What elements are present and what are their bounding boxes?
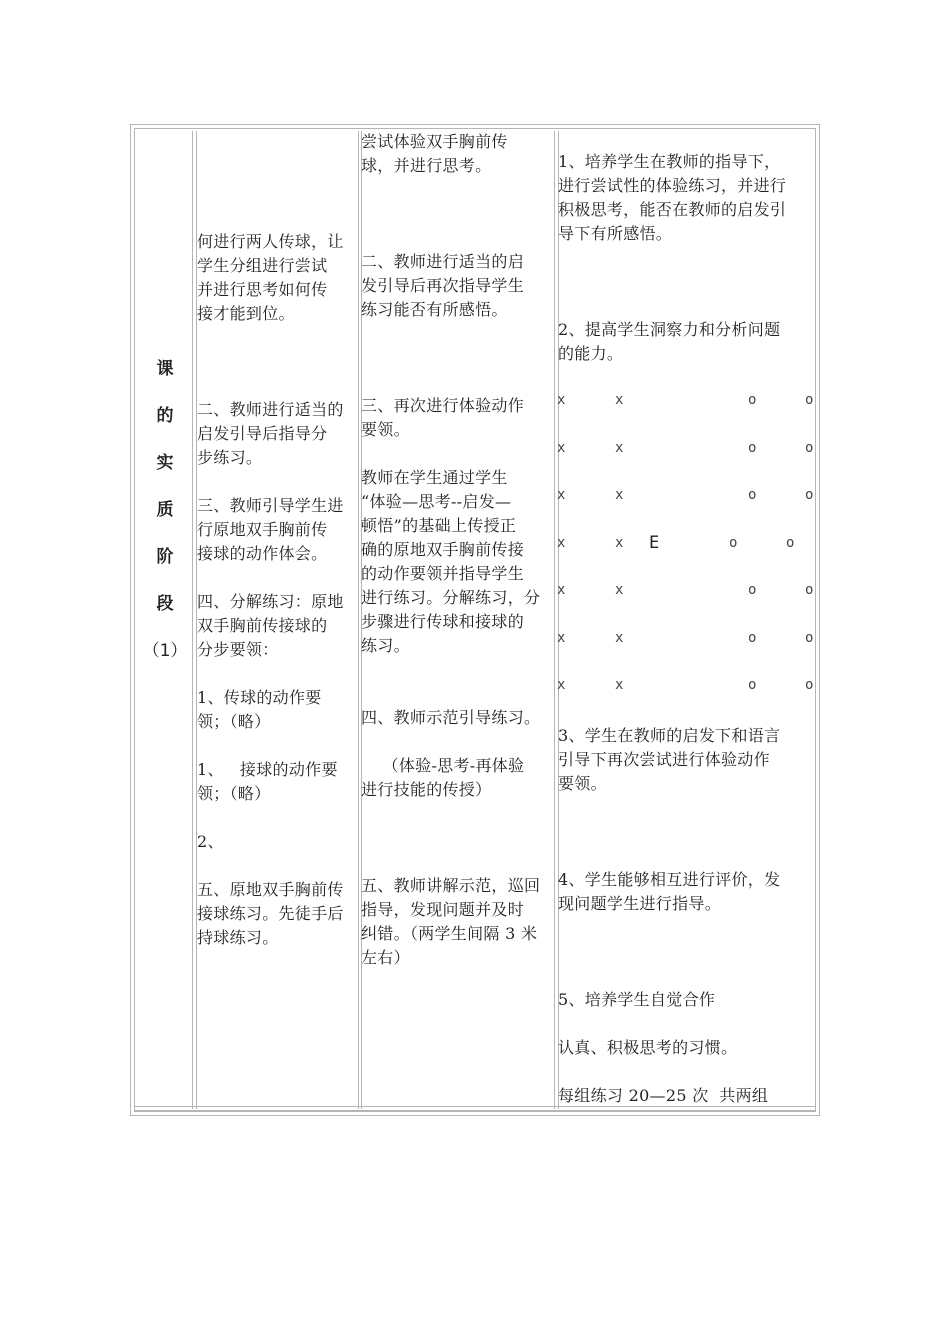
stage-char: 阶 [156,547,174,567]
text-line: 每组练习 20—25 次 共两组 [558,1086,769,1105]
partner-mark: o [805,392,814,408]
text-line: 的能力。 [558,344,624,363]
stage-char: 段 [156,594,174,614]
student-mark: x [557,629,566,646]
text-line: 2、 [197,832,224,851]
stage-char: 的 [156,406,174,426]
text-line: 五、原地双手胸前传 [197,880,344,899]
text-line: 持球练习。 [197,928,279,947]
text-line: 三、教师引导学生进 [197,496,344,515]
text-line [361,730,554,754]
goals-column-top [558,150,818,366]
text-line [361,802,554,826]
text-line: 3、学生在教师的启发下和语言 [558,726,781,745]
text-line: 五、教师讲解示范，巡回 [361,876,541,895]
text-line [197,806,357,830]
text-line [361,826,554,850]
text-line: （体验-思考-再体验 [361,756,525,775]
goals-column-bottom [558,724,818,1108]
partner-mark: o [748,392,757,408]
text-line: 领；（略） [197,712,271,731]
student-mark: x [615,534,624,551]
partner-mark: o [805,677,814,693]
student-mark: x [615,487,624,503]
student-mark: x [615,582,624,598]
stage-char: 课 [156,359,174,379]
text-line: 2、提高学生洞察力和分析问题 [558,320,781,339]
student-mark: x [615,392,624,408]
text-line: 步练习。 [197,448,263,467]
partner-mark: o [748,629,757,646]
student-mark: x [557,439,566,456]
stage-label [136,346,194,675]
student-mark: x [615,677,624,693]
formation-diagram [557,392,819,712]
text-line: 学生分组进行尝试 [197,256,328,275]
row-divider [134,1110,816,1111]
student-mark: x [557,487,566,503]
text-line [558,1060,818,1084]
partner-mark: o [748,439,757,456]
text-line: 练习能否有所感悟。 [361,300,508,319]
text-line: “体验—思考--启发— [361,492,512,511]
text-line [558,294,818,318]
text-line: 的动作要领并指导学生 [361,564,525,583]
text-line [197,350,357,374]
text-line: 四、分解练习：原地 [197,592,344,611]
text-line [197,326,357,350]
text-line: 指导，发现问题并及时 [361,900,525,919]
col-divider [554,131,555,1109]
text-line: 球，并进行思考。 [361,156,492,175]
stage-char: （1） [142,641,188,661]
teacher-mark: E [649,532,660,553]
text-line: 双手胸前传接球的 [197,616,328,635]
text-line: 并进行思考如何传 [197,280,328,299]
text-line: 积极思考，能否在教师的启发引 [558,200,787,219]
text-line [197,662,357,686]
text-line: 教师在学生通过学生 [361,468,508,487]
text-line [361,658,554,682]
text-line [361,202,554,226]
text-line: 认真、积极思考的习惯。 [558,1038,738,1057]
text-line [361,178,554,202]
text-line: 进行尝试性的体验练习，并进行 [558,176,787,195]
text-line: 导下有所感悟。 [558,224,673,243]
partner-mark: o [805,582,814,598]
partner-mark: o [805,629,814,646]
text-line: 接球的动作体会。 [197,544,328,563]
partner-mark: o [729,534,738,551]
text-line: 启发引导后指导分 [197,424,328,443]
text-line [558,964,818,988]
text-line [361,682,554,706]
text-line [361,346,554,370]
text-line [197,854,357,878]
text-line: 步骤进行传球和接球的 [361,612,525,631]
student-mark: x [557,582,566,598]
text-line [558,820,818,844]
text-line: 发引导后再次指导学生 [361,276,525,295]
student-mark: x [615,629,624,646]
text-line: 5、培养学生自觉合作 [558,990,716,1009]
student-mark: x [615,439,624,456]
text-line: 进行练习。分解练习，分 [361,588,541,607]
partner-mark: o [805,487,814,503]
text-line: 引导下再次尝试进行体验动作 [558,750,770,769]
student-mark: x [557,677,566,693]
text-line [197,470,357,494]
text-line: 行原地双手胸前传 [197,520,328,539]
text-line [558,246,818,270]
col-divider [358,131,359,1109]
text-line: 二、教师进行适当的启 [361,252,525,271]
text-line: 纠错。（两学生间隔 3 米 [361,924,538,943]
text-line: 接才能到位。 [197,304,295,323]
text-line [558,1012,818,1036]
text-line [361,226,554,250]
text-line [361,850,554,874]
text-line: 何进行两人传球，让 [197,232,344,251]
text-line: 1、 接球的动作要 [197,760,338,779]
text-line: 四、教师示范引导练习。 [361,708,541,727]
text-line: 要领。 [361,420,410,439]
text-line [197,374,357,398]
text-line [361,322,554,346]
partner-mark: o [748,487,757,503]
text-line: 左右） [361,948,410,967]
text-line: 接球练习。先徒手后 [197,904,344,923]
text-line: 顿悟”的基础上传授正 [361,516,517,535]
text-line [558,916,818,940]
text-line: 分步要领： [197,640,279,659]
partner-mark: o [748,677,757,693]
text-line [361,442,554,466]
text-line: 练习。 [361,636,410,655]
student-mark: x [557,392,566,408]
text-line: 现问题学生进行指导。 [558,894,722,913]
text-line [558,270,818,294]
teacher-column [361,130,554,970]
text-line [361,370,554,394]
student-mark: x [557,534,566,551]
partner-mark: o [786,534,795,551]
text-line [558,940,818,964]
text-line [197,734,357,758]
partner-mark: o [748,582,757,598]
text-line: 要领。 [558,774,607,793]
text-line: 1、培养学生在教师的指导下， [558,152,781,171]
text-line [197,566,357,590]
text-line: 进行技能的传授） [361,780,492,799]
text-line: 二、教师进行适当的 [197,400,344,419]
content-column [197,230,357,950]
text-line: 三、再次进行体验动作 [361,396,525,415]
text-line: 领；（略） [197,784,271,803]
text-line: 尝试体验双手胸前传 [361,132,508,151]
text-line [558,796,818,820]
text-line: 确的原地双手胸前传接 [361,540,525,559]
stage-char: 实 [156,453,174,473]
partner-mark: o [805,439,814,456]
stage-char: 质 [156,500,174,520]
text-line [558,844,818,868]
text-line: 1、传球的动作要 [197,688,322,707]
text-line: 4、学生能够相互进行评价，发 [558,870,781,889]
